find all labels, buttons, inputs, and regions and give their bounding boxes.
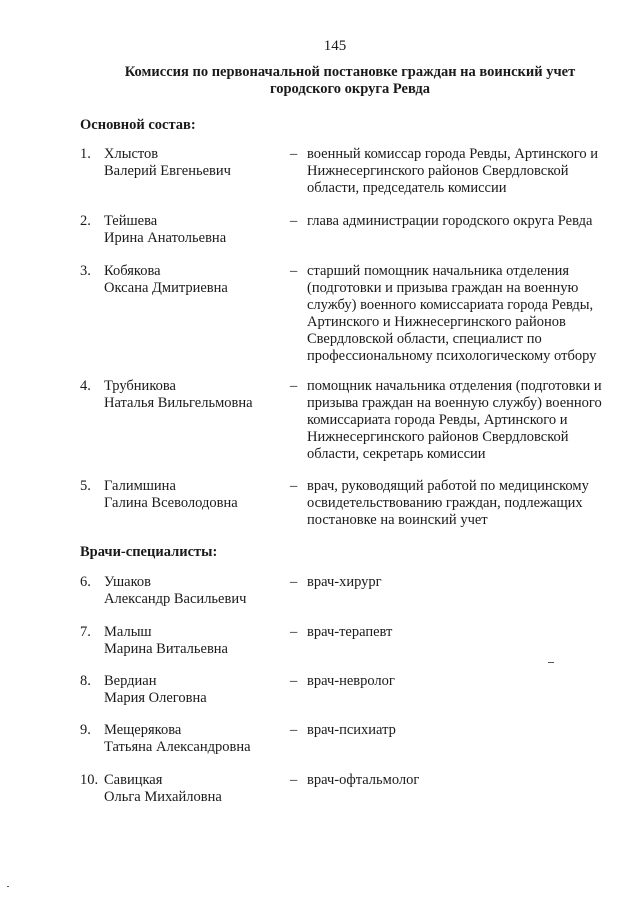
member-role: врач-офтальмолог — [307, 772, 420, 788]
member-surname: Хлыстов — [104, 146, 159, 162]
dash-separator: – — [290, 574, 298, 590]
member-number: 7. — [80, 624, 91, 640]
member-role: врач-терапевт — [307, 624, 393, 640]
scan-speck — [7, 886, 9, 887]
dash-separator: – — [290, 772, 298, 788]
member-name — [104, 574, 284, 608]
member-role: военный комиссар города Ревды, Артинского и Нижнесергинского районов Свердловской области, председатель комиссии — [307, 146, 598, 196]
member-given-name: Мария Олеговна — [104, 690, 207, 706]
member-surname: Кобякова — [104, 263, 161, 279]
member-role: глава администрации городского округа Ревда — [307, 213, 593, 229]
member-number: 4. — [80, 378, 91, 394]
dash-separator: – — [290, 378, 298, 394]
member-surname: Галимшина — [104, 478, 176, 494]
member-given-name: Александр Васильевич — [104, 591, 247, 607]
dash-separator: – — [290, 722, 298, 738]
member-given-name: Валерий Евгеньевич — [104, 163, 231, 179]
dash-separator: – — [290, 624, 298, 640]
section-heading-doctors: Врачи-специалисты: — [80, 544, 218, 560]
section-heading-main: Основной состав: — [80, 117, 196, 133]
member-number: 2. — [80, 213, 91, 229]
member-surname: Тейшева — [104, 213, 158, 229]
member-role: врач-невролог — [307, 673, 395, 689]
member-name — [104, 263, 284, 297]
member-name — [104, 722, 284, 756]
member-name — [104, 772, 284, 806]
document-title-line-1: Комиссия по первоначальной постановке граждан на воинский учет — [124, 64, 576, 80]
dash-separator: – — [290, 263, 298, 279]
document-title — [80, 64, 620, 98]
member-role: врач-психиатр — [307, 722, 396, 738]
member-surname: Мещерякова — [104, 722, 182, 738]
member-role: врач, руководящий работой по медицинскому освидетельствованию граждан, подлежащих постановке на воинский учет — [307, 478, 589, 528]
dash-separator: – — [290, 146, 298, 162]
member-given-name: Наталья Вильгельмовна — [104, 395, 253, 411]
member-surname: Савицкая — [104, 772, 163, 788]
document-title-line-2: городского округа Ревда — [270, 81, 430, 97]
member-role: помощник начальника отделения (подготовки и призыва граждан на военную службу) военного комиссариата города Ревды, Артинского и Нижнесергинского районов Свердловской области, секретарь комиссии — [307, 378, 602, 462]
member-given-name: Марина Витальевна — [104, 641, 228, 657]
member-given-name: Ирина Анатольевна — [104, 230, 227, 246]
member-name — [104, 673, 284, 707]
member-name — [104, 378, 284, 412]
member-number: 5. — [80, 478, 91, 494]
dash-separator: – — [290, 478, 298, 494]
scan-speck — [548, 662, 554, 663]
member-surname: Ушаков — [104, 574, 151, 590]
member-given-name: Татьяна Александровна — [104, 739, 251, 755]
member-name — [104, 478, 284, 512]
member-surname: Трубникова — [104, 378, 176, 394]
member-name — [104, 624, 284, 658]
dash-separator: – — [290, 213, 298, 229]
page-number: 145 — [323, 38, 347, 54]
member-number: 1. — [80, 146, 91, 162]
member-surname: Вердиан — [104, 673, 157, 689]
member-given-name: Галина Всеволодовна — [104, 495, 238, 511]
member-given-name: Оксана Дмитриевна — [104, 280, 228, 296]
dash-separator: – — [290, 673, 298, 689]
member-number: 10. — [80, 772, 99, 788]
member-surname: Малыш — [104, 624, 152, 640]
member-given-name: Ольга Михайловна — [104, 789, 222, 805]
member-name — [104, 213, 284, 247]
member-role: врач-хирург — [307, 574, 382, 590]
member-number: 6. — [80, 574, 91, 590]
member-number: 9. — [80, 722, 91, 738]
member-number: 3. — [80, 263, 91, 279]
member-role: старший помощник начальника отделения (подготовки и призыва граждан на военную службу) военного комиссариата города Ревды, Артинского и Нижнесергинского районов Свердловской области, специалист по профессиональному психологическому отбору — [307, 263, 597, 364]
member-number: 8. — [80, 673, 91, 689]
member-name — [104, 146, 284, 180]
